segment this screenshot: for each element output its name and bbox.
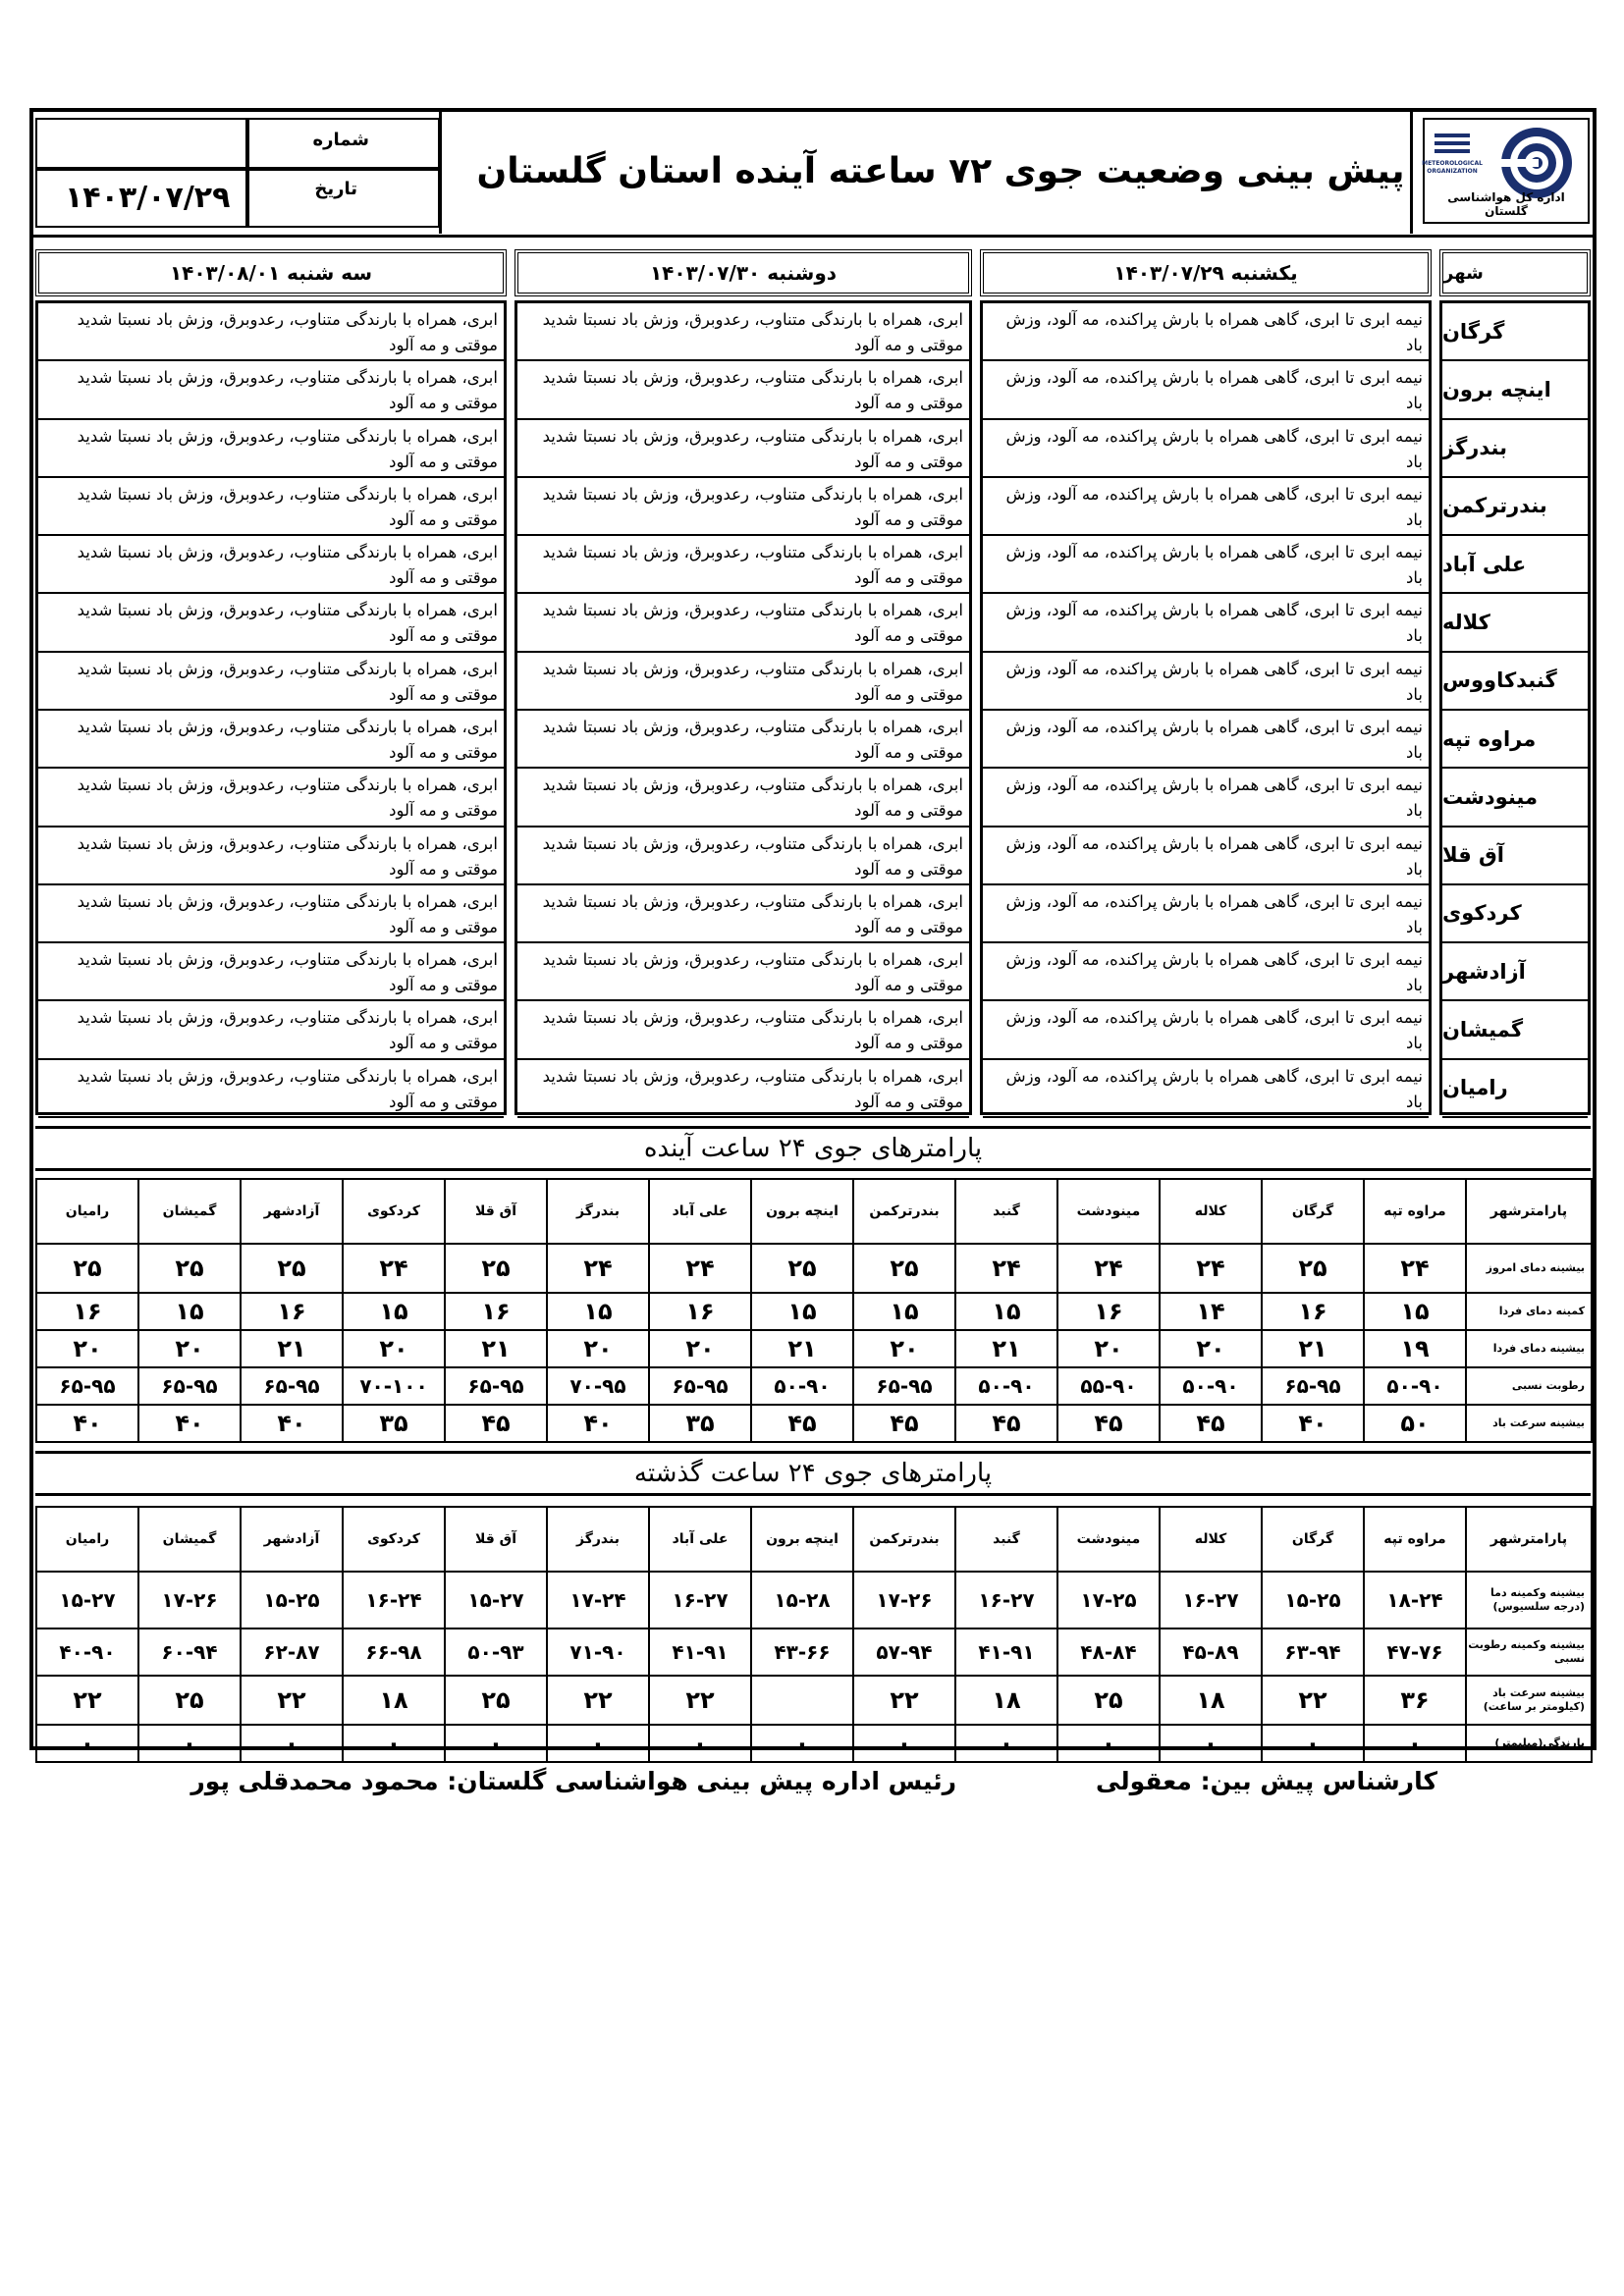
param-value-cell: ۰ [649,1725,751,1762]
param-value-cell: ۱۷-۲۵ [1057,1572,1160,1629]
param-city-header: آزادشهر [241,1179,343,1244]
forecast-cell: نیمه ابری تا ابری، گاهی همراه با بارش پراکنده، مه آلود، وزش باد [983,1060,1429,1118]
svg-text:ORGANIZATION: ORGANIZATION [1427,168,1478,175]
param-value-cell: ۱۴ [1160,1293,1262,1330]
param-city-header: بندرگز [547,1179,649,1244]
footer-head: رئیس اداره پیش بینی هواشناسی گلستان: محمود محمدقلی پور [190,1767,956,1795]
param-city-header: گرگان [1262,1507,1364,1572]
forecast-cell: ابری، همراه با بارندگی متناوب، رعدوبرق، وزش باد نسبتا شدید موقتی و مه آلود [517,361,969,419]
param-city-header: مینودشت [1057,1179,1160,1244]
param-value-cell: ۲۰ [36,1330,138,1367]
day1-column [980,300,1432,1115]
param-value-cell: ۱۵ [343,1293,445,1330]
param-value-cell: ۲۰ [649,1330,751,1367]
param-city-header: گنبد [955,1179,1057,1244]
city-cell: کردکوی [1442,885,1588,943]
city-cell: مراوه تپه [1442,711,1588,769]
param-value-cell: ۱۸-۲۴ [1364,1572,1466,1629]
param-value-cell: ۲۰ [138,1330,241,1367]
param-row-label: کمینه دمای فردا [1466,1293,1592,1330]
param-value-cell: ۴۱-۹۱ [649,1629,751,1676]
param-value-cell: ۱۷-۲۴ [547,1572,649,1629]
param-value-cell: ۰ [241,1725,343,1762]
param-row-label: رطوبت نسبی [1466,1367,1592,1405]
param-value-cell: ۲۵ [751,1244,853,1293]
forecast-cell: ابری، همراه با بارندگی متناوب، رعدوبرق، وزش باد نسبتا شدید موقتی و مه آلود [38,885,504,943]
param-value-cell: ۴۰ [1262,1405,1364,1442]
param-value-cell: ۲۴ [547,1244,649,1293]
past-params-title: پارامترهای جوی ۲۴ ساعت گذشته [35,1451,1591,1496]
param-value-cell: ۰ [955,1725,1057,1762]
day-header-2-label: دوشنبه ۱۴۰۳/۰۷/۳۰ [649,261,838,285]
city-cell: علی آباد [1442,536,1588,594]
forecast-cell: ابری، همراه با بارندگی متناوب، رعدوبرق، وزش باد نسبتا شدید موقتی و مه آلود [38,536,504,594]
param-value-cell: ۰ [547,1725,649,1762]
forecast-cell: نیمه ابری تا ابری، گاهی همراه با بارش پراکنده، مه آلود، وزش باد [983,943,1429,1001]
param-value-cell: ۱۵-۲۵ [1262,1572,1364,1629]
forecast-cell: نیمه ابری تا ابری، گاهی همراه با بارش پراکنده، مه آلود، وزش باد [983,653,1429,711]
city-cell: مینودشت [1442,769,1588,827]
forecast-cell: نیمه ابری تا ابری، گاهی همراه با بارش پراکنده، مه آلود، وزش باد [983,594,1429,652]
param-value-cell: ۶۵-۹۵ [853,1367,955,1405]
param-value-cell: ۲۰ [853,1330,955,1367]
number-value-cell [35,118,247,169]
param-value-cell: ۲۴ [343,1244,445,1293]
param-value-cell: ۳۵ [343,1405,445,1442]
day-header-3 [35,249,507,296]
city-cell: گمیشان [1442,1001,1588,1059]
param-value-cell: ۵۰-۹۰ [1160,1367,1262,1405]
param-value-cell: ۴۵ [1160,1405,1262,1442]
forecast-cell: ابری، همراه با بارندگی متناوب، رعدوبرق، وزش باد نسبتا شدید موقتی و مه آلود [517,303,969,361]
param-value-cell: ۵۰ [1364,1405,1466,1442]
param-city-header: بندرگز [547,1507,649,1572]
param-value-cell: ۳۶ [1364,1676,1466,1725]
forecast-cell: ابری، همراه با بارندگی متناوب، رعدوبرق، وزش باد نسبتا شدید موقتی و مه آلود [517,653,969,711]
param-value-cell: ۱۶-۲۷ [955,1572,1057,1629]
day-header-1-label: یکشنبه ۱۴۰۳/۰۷/۲۹ [1113,261,1298,285]
param-value-cell: ۵۵-۹۰ [1057,1367,1160,1405]
param-city-header: رامیان [36,1179,138,1244]
forecast-cell: ابری، همراه با بارندگی متناوب، رعدوبرق، وزش باد نسبتا شدید موقتی و مه آلود [38,478,504,536]
forecast-cell: ابری، همراه با بارندگی متناوب، رعدوبرق، وزش باد نسبتا شدید موقتی و مه آلود [38,711,504,769]
forecast-cell: نیمه ابری تا ابری، گاهی همراه با بارش پراکنده، مه آلود، وزش باد [983,303,1429,361]
param-row [36,1676,1592,1725]
param-value-cell: ۲۲ [853,1676,955,1725]
forecast-cell: نیمه ابری تا ابری، گاهی همراه با بارش پراکنده، مه آلود، وزش باد [983,420,1429,478]
param-value-cell: ۲۱ [751,1330,853,1367]
city-cell: آق قلا [1442,828,1588,885]
param-row-label: بیشینه وکمینه دما (درجه سلسیوس) [1466,1572,1592,1629]
forecast-cell: ابری، همراه با بارندگی متناوب، رعدوبرق، وزش باد نسبتا شدید موقتی و مه آلود [517,420,969,478]
param-value-cell: ۱۶ [241,1293,343,1330]
param-value-cell: ۱۶ [649,1293,751,1330]
param-value-cell: ۴۸-۸۴ [1057,1629,1160,1676]
forecast-cell: ابری، همراه با بارندگی متناوب، رعدوبرق، وزش باد نسبتا شدید موقتی و مه آلود [38,769,504,827]
param-value-cell: ۰ [138,1725,241,1762]
param-value-cell: ۴۵-۸۹ [1160,1629,1262,1676]
param-value-cell: ۴۰ [138,1405,241,1442]
forecast-cell: نیمه ابری تا ابری، گاهی همراه با بارش پراکنده، مه آلود، وزش باد [983,885,1429,943]
forecast-cell: نیمه ابری تا ابری، گاهی همراه با بارش پراکنده، مه آلود، وزش باد [983,711,1429,769]
forecast-cell: ابری، همراه با بارندگی متناوب، رعدوبرق، وزش باد نسبتا شدید موقتی و مه آلود [38,361,504,419]
param-value-cell: ۱۵-۲۸ [751,1572,853,1629]
param-value-cell: ۶۶-۹۸ [343,1629,445,1676]
param-city-header: آق قلا [445,1507,547,1572]
param-value-cell: ۰ [445,1725,547,1762]
past-params-table [35,1506,1593,1763]
param-city-header: گرگان [1262,1179,1364,1244]
param-value-cell: ۲۴ [649,1244,751,1293]
param-row [36,1367,1592,1405]
param-city-header: کلاله [1160,1507,1262,1572]
param-value-cell: ۲۲ [36,1676,138,1725]
param-value-cell: ۲۴ [955,1244,1057,1293]
param-value-cell: ۴۵ [1057,1405,1160,1442]
param-row-label: بیشینه وکمینه رطوبت نسبی [1466,1629,1592,1676]
param-row [36,1629,1592,1676]
city-header [1439,249,1591,296]
forecast-cell: ابری، همراه با بارندگی متناوب، رعدوبرق، وزش باد نسبتا شدید موقتی و مه آلود [517,478,969,536]
city-column [1439,300,1591,1115]
svg-text:METEOROLOGICAL: METEOROLOGICAL [1422,160,1483,167]
param-city-header: بندرترکمن [853,1179,955,1244]
param-value-cell: ۱۵ [547,1293,649,1330]
forecast-cell: ابری، همراه با بارندگی متناوب، رعدوبرق، وزش باد نسبتا شدید موقتی و مه آلود [517,769,969,827]
param-value-cell: ۱۶ [1057,1293,1160,1330]
param-header-label: پارامترشهر [1466,1179,1592,1244]
param-value-cell: ۱۹ [1364,1330,1466,1367]
day2-column [514,300,972,1115]
number-label: شماره [312,130,369,150]
forecast-cell: ابری، همراه با بارندگی متناوب، رعدوبرق، وزش باد نسبتا شدید موقتی و مه آلود [38,303,504,361]
param-row-label: بیشینه سرعت باد [1466,1405,1592,1442]
param-value-cell [751,1676,853,1725]
param-value-cell: ۶۵-۹۵ [649,1367,751,1405]
param-city-header: کردکوی [343,1179,445,1244]
param-row [36,1330,1592,1367]
param-value-cell: ۲۰ [1160,1330,1262,1367]
day-header-2 [514,249,972,296]
page-title: پیش بینی وضعیت جوی ۷۲ ساعته آینده استان گلستان [476,150,1405,191]
param-value-cell: ۱۵ [1364,1293,1466,1330]
param-value-cell: ۱۵ [955,1293,1057,1330]
forecast-cell: ابری، همراه با بارندگی متناوب، رعدوبرق، وزش باد نسبتا شدید موقتی و مه آلود [38,653,504,711]
param-value-cell: ۵۰-۹۰ [1364,1367,1466,1405]
param-value-cell: ۱۵-۲۵ [241,1572,343,1629]
forecast-cell: ابری، همراه با بارندگی متناوب، رعدوبرق، وزش باد نسبتا شدید موقتی و مه آلود [517,943,969,1001]
param-value-cell: ۲۵ [445,1676,547,1725]
id-grid [29,108,442,234]
param-value-cell: ۲۱ [445,1330,547,1367]
param-value-cell: ۲۴ [1364,1244,1466,1293]
param-city-header: گنبد [955,1507,1057,1572]
param-value-cell: ۶۵-۹۵ [138,1367,241,1405]
city-cell: آزادشهر [1442,943,1588,1001]
forecast-cell: ابری، همراه با بارندگی متناوب، رعدوبرق، وزش باد نسبتا شدید موقتی و مه آلود [38,1060,504,1118]
city-cell: گنبدکاووس [1442,653,1588,711]
city-cell: اینچه برون [1442,361,1588,419]
logo-box [1410,108,1597,234]
param-value-cell: ۱۶-۲۴ [343,1572,445,1629]
param-city-header: اینچه برون [751,1179,853,1244]
param-value-cell: ۱۸ [1160,1676,1262,1725]
param-value-cell: ۲۲ [547,1676,649,1725]
param-value-cell: ۳۵ [649,1405,751,1442]
param-city-header: کردکوی [343,1507,445,1572]
param-value-cell: ۱۵-۲۷ [445,1572,547,1629]
param-value-cell: ۴۵ [751,1405,853,1442]
param-value-cell: ۱۶-۲۷ [1160,1572,1262,1629]
param-row-label: بارندگی(میلیمتر) [1466,1725,1592,1762]
param-value-cell: ۶۵-۹۵ [445,1367,547,1405]
param-value-cell: ۴۵ [445,1405,547,1442]
param-value-cell: ۱۷-۲۶ [138,1572,241,1629]
forecast-cell: ابری، همراه با بارندگی متناوب، رعدوبرق، وزش باد نسبتا شدید موقتی و مه آلود [517,828,969,885]
param-city-header: مینودشت [1057,1507,1160,1572]
city-header-label: شهر [1443,262,1484,284]
day-header-1 [980,249,1432,296]
param-value-cell: ۰ [343,1725,445,1762]
param-header-label: پارامترشهر [1466,1507,1592,1572]
param-row [36,1572,1592,1629]
forecast-cell: ابری، همراه با بارندگی متناوب، رعدوبرق، وزش باد نسبتا شدید موقتی و مه آلود [38,420,504,478]
forecast-cell: ابری، همراه با بارندگی متناوب، رعدوبرق، وزش باد نسبتا شدید موقتی و مه آلود [517,711,969,769]
forecast-cell: ابری، همراه با بارندگی متناوب، رعدوبرق، وزش باد نسبتا شدید موقتی و مه آلود [517,1060,969,1118]
param-city-header: مراوه تپه [1364,1179,1466,1244]
city-cell: بندرترکمن [1442,478,1588,536]
date-label: تاریخ [314,179,357,199]
footer-expert: کارشناس پیش بین: معقولی [1095,1767,1437,1795]
param-value-cell: ۲۱ [241,1330,343,1367]
param-value-cell: ۰ [1057,1725,1160,1762]
param-value-cell: ۶۳-۹۴ [1262,1629,1364,1676]
param-value-cell: ۲۴ [1057,1244,1160,1293]
param-value-cell: ۰ [1160,1725,1262,1762]
param-value-cell: ۲۲ [241,1676,343,1725]
param-value-cell: ۱۶ [1262,1293,1364,1330]
param-value-cell: ۴۰ [547,1405,649,1442]
param-value-cell: ۲۱ [955,1330,1057,1367]
param-value-cell: ۰ [36,1725,138,1762]
forecast-cell: نیمه ابری تا ابری، گاهی همراه با بارش پراکنده، مه آلود، وزش باد [983,536,1429,594]
param-value-cell: ۴۳-۶۶ [751,1629,853,1676]
date-value-cell [35,169,247,228]
forecast-cell: نیمه ابری تا ابری، گاهی همراه با بارش پراکنده، مه آلود، وزش باد [983,1001,1429,1059]
param-value-cell: ۰ [853,1725,955,1762]
forecast-cell: ابری، همراه با بارندگی متناوب، رعدوبرق، وزش باد نسبتا شدید موقتی و مه آلود [38,594,504,652]
param-value-cell: ۶۵-۹۵ [36,1367,138,1405]
param-value-cell: ۰ [751,1725,853,1762]
param-value-cell: ۱۶-۲۷ [649,1572,751,1629]
param-value-cell: ۴۷-۷۶ [1364,1629,1466,1676]
param-value-cell: ۲۵ [1057,1676,1160,1725]
param-value-cell: ۶۲-۸۷ [241,1629,343,1676]
param-value-cell: ۵۷-۹۴ [853,1629,955,1676]
param-value-cell: ۲۵ [1262,1244,1364,1293]
param-value-cell: ۲۵ [853,1244,955,1293]
param-city-header: اینچه برون [751,1507,853,1572]
day3-column [35,300,507,1115]
forecast-cell: ابری، همراه با بارندگی متناوب، رعدوبرق، وزش باد نسبتا شدید موقتی و مه آلود [517,885,969,943]
forecast-cell: نیمه ابری تا ابری، گاهی همراه با بارش پراکنده، مه آلود، وزش باد [983,361,1429,419]
param-value-cell: ۰ [1262,1725,1364,1762]
param-city-header: بندرترکمن [853,1507,955,1572]
param-value-cell: ۱۶ [36,1293,138,1330]
param-value-cell: ۱۵ [853,1293,955,1330]
param-row [36,1244,1592,1293]
param-city-header: گمیشان [138,1507,241,1572]
param-city-header: علی آباد [649,1507,751,1572]
param-value-cell: ۴۰ [36,1405,138,1442]
param-value-cell: ۱۶ [445,1293,547,1330]
param-row-label: بیشینه دمای امروز [1466,1244,1592,1293]
param-city-header: رامیان [36,1507,138,1572]
param-value-cell: ۲۵ [138,1244,241,1293]
forecast-cell: ابری، همراه با بارندگی متناوب، رعدوبرق، وزش باد نسبتا شدید موقتی و مه آلود [517,594,969,652]
future-params-table [35,1178,1593,1443]
param-value-cell: ۱۸ [955,1676,1057,1725]
param-city-header: آق قلا [445,1179,547,1244]
header [29,108,1597,238]
param-row [36,1405,1592,1442]
date-value: ۱۴۰۳/۰۷/۲۹ [65,181,231,215]
param-city-header: مراوه تپه [1364,1507,1466,1572]
param-city-header: کلاله [1160,1179,1262,1244]
city-cell: کلاله [1442,594,1588,652]
param-value-cell: ۷۰-۱۰۰ [343,1367,445,1405]
param-city-header: گمیشان [138,1179,241,1244]
number-label-cell [247,118,440,169]
city-cell: بندرگز [1442,420,1588,478]
param-row [36,1725,1592,1762]
param-value-cell: ۲۲ [649,1676,751,1725]
param-value-cell: ۲۵ [241,1244,343,1293]
param-value-cell: ۱۵ [138,1293,241,1330]
forecast-cell: نیمه ابری تا ابری، گاهی همراه با بارش پراکنده، مه آلود، وزش باد [983,828,1429,885]
city-cell: گرگان [1442,303,1588,361]
param-city-header: آزادشهر [241,1507,343,1572]
param-value-cell: ۲۰ [547,1330,649,1367]
param-row-label: بیشینه دمای فردا [1466,1330,1592,1367]
logo-caption: اداره کل هواشناسی گلستان [1447,190,1565,218]
forecast-cell: ابری، همراه با بارندگی متناوب، رعدوبرق، وزش باد نسبتا شدید موقتی و مه آلود [517,536,969,594]
param-value-cell: ۴۰-۹۰ [36,1629,138,1676]
param-value-cell: ۶۰-۹۴ [138,1629,241,1676]
forecast-cell: نیمه ابری تا ابری، گاهی همراه با بارش پراکنده، مه آلود، وزش باد [983,478,1429,536]
param-value-cell: ۲۲ [1262,1676,1364,1725]
param-value-cell: ۱۸ [343,1676,445,1725]
param-value-cell: ۵۰-۹۳ [445,1629,547,1676]
param-value-cell: ۱۵-۲۷ [36,1572,138,1629]
forecast-cell: نیمه ابری تا ابری، گاهی همراه با بارش پراکنده، مه آلود، وزش باد [983,769,1429,827]
param-value-cell: ۴۵ [853,1405,955,1442]
param-value-cell: ۲۴ [1160,1244,1262,1293]
param-value-cell: ۵۰-۹۰ [751,1367,853,1405]
param-value-cell: ۲۵ [36,1244,138,1293]
forecast-cell: ابری، همراه با بارندگی متناوب، رعدوبرق، وزش باد نسبتا شدید موقتی و مه آلود [38,1001,504,1059]
forecast-cell: ابری، همراه با بارندگی متناوب، رعدوبرق، وزش باد نسبتا شدید موقتی و مه آلود [38,943,504,1001]
param-value-cell: ۱۵ [751,1293,853,1330]
param-value-cell: ۲۰ [1057,1330,1160,1367]
param-value-cell: ۶۵-۹۵ [1262,1367,1364,1405]
logo [1423,118,1590,224]
param-value-cell: ۶۵-۹۵ [241,1367,343,1405]
param-value-cell: ۴۰ [241,1405,343,1442]
param-row-label: بیشینه سرعت باد (کیلومتر بر ساعت) [1466,1676,1592,1725]
param-value-cell: ۲۱ [1262,1330,1364,1367]
day-header-3-label: سه شنبه ۱۴۰۳/۰۸/۰۱ [169,261,373,285]
param-city-header: علی آباد [649,1179,751,1244]
forecast-cell: ابری، همراه با بارندگی متناوب، رعدوبرق، وزش باد نسبتا شدید موقتی و مه آلود [38,828,504,885]
param-value-cell: ۲۵ [445,1244,547,1293]
param-value-cell: ۵۰-۹۰ [955,1367,1057,1405]
param-value-cell: ۷۰-۹۵ [547,1367,649,1405]
param-value-cell: ۴۵ [955,1405,1057,1442]
date-label-cell [247,169,440,228]
future-params-title: پارامترهای جوی ۲۴ ساعت آینده [35,1126,1591,1171]
param-value-cell: ۲۰ [343,1330,445,1367]
param-value-cell: ۷۱-۹۰ [547,1629,649,1676]
param-value-cell: ۰ [1364,1725,1466,1762]
city-cell: رامیان [1442,1060,1588,1118]
forecast-cell: ابری، همراه با بارندگی متناوب، رعدوبرق، وزش باد نسبتا شدید موقتی و مه آلود [517,1001,969,1059]
param-value-cell: ۱۷-۲۶ [853,1572,955,1629]
param-value-cell: ۲۵ [138,1676,241,1725]
param-value-cell: ۴۱-۹۱ [955,1629,1057,1676]
param-row [36,1293,1592,1330]
